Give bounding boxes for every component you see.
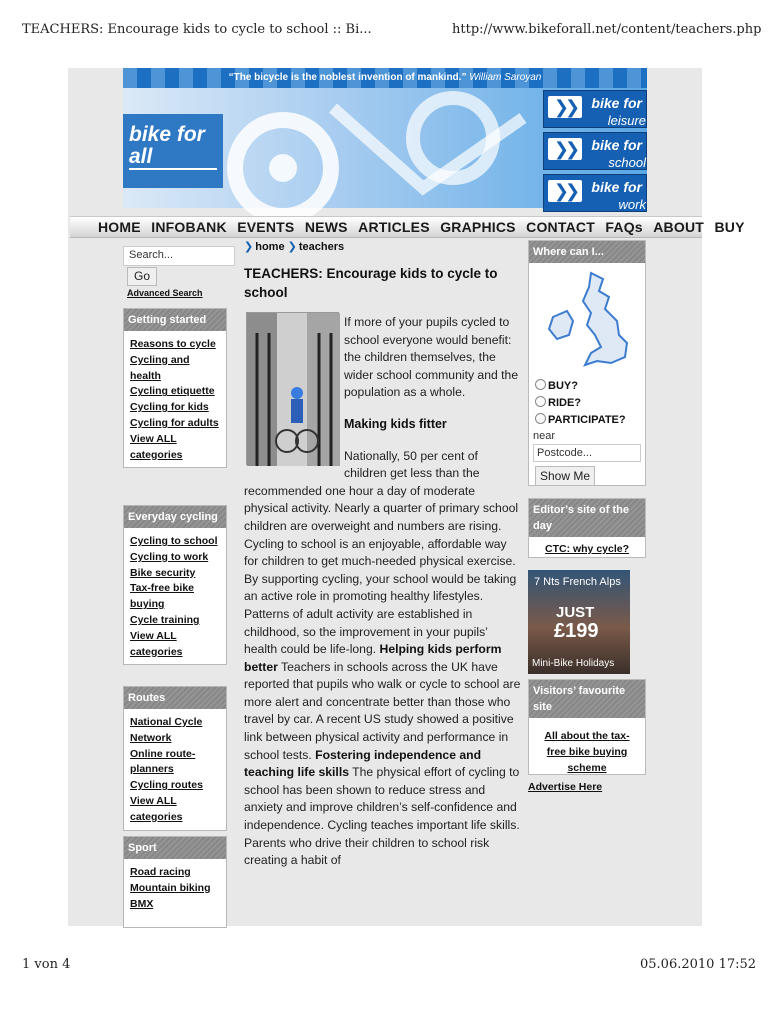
chevrons-icon: ❯❯ xyxy=(548,180,582,202)
sidebar-link[interactable]: Reasons to cycle xyxy=(130,338,216,350)
getting-started-box xyxy=(123,308,227,468)
box-title: Editor’s site of the day xyxy=(529,499,645,537)
site-logo[interactable]: bike for all xyxy=(123,114,223,188)
print-footer-datetime: 05.06.2010 17:52 xyxy=(640,957,757,972)
sidebar-link[interactable]: Cycling and health xyxy=(130,353,190,382)
go-button[interactable]: Go xyxy=(127,267,157,286)
site-banner xyxy=(123,68,647,212)
show-me-button[interactable]: Show Me xyxy=(535,466,595,486)
box-title: Visitors’ favourite site xyxy=(529,680,645,718)
print-header-title: TEACHERS: Encourage kids to cycle to school :: Bi... xyxy=(22,22,372,37)
nav-contact[interactable]: CONTACT xyxy=(526,219,595,235)
nav-buy[interactable]: BUY xyxy=(714,219,745,235)
where-can-i-box xyxy=(528,240,646,486)
breadcrumb-arrow-icon: ❯ xyxy=(287,241,297,253)
nav-about[interactable]: ABOUT xyxy=(653,219,705,235)
sport-box xyxy=(123,836,227,928)
sidebar-link[interactable]: National Cycle Network xyxy=(130,716,203,744)
search-input[interactable]: Search... xyxy=(123,246,235,266)
page-title: TEACHERS: Encourage kids to cycle to school xyxy=(244,266,498,300)
bike-for-leisure-button[interactable]: ❯❯ bike for leisure xyxy=(543,90,647,128)
sidebar-link[interactable]: View ALL categories xyxy=(130,629,183,658)
tagline-author: William Saroyan xyxy=(469,72,542,83)
sidebar-link[interactable]: Road racing xyxy=(130,866,191,878)
box-title: Sport xyxy=(124,837,226,859)
advertise-here-link[interactable]: Advertise Here xyxy=(528,781,603,793)
breadcrumb-arrow-icon: ❯ xyxy=(244,241,254,253)
sidebar-link[interactable]: View ALL categories xyxy=(130,794,183,823)
tagline-bar xyxy=(123,68,647,88)
sidebar-link[interactable]: Cycling for adults xyxy=(130,416,219,429)
bike-for-work-button[interactable]: ❯❯ bike for work xyxy=(543,174,647,212)
everyday-cycling-box xyxy=(123,505,227,665)
radio-icon[interactable] xyxy=(535,396,546,407)
radio-icon[interactable] xyxy=(535,379,546,390)
sidebar-link[interactable]: Tax-free bike buying xyxy=(130,582,194,611)
nav-infobank[interactable]: INFOBANK xyxy=(151,219,227,235)
routes-box xyxy=(123,686,227,831)
advanced-search-link[interactable]: Advanced Search xyxy=(127,288,203,298)
option-buy[interactable]: BUY? xyxy=(535,379,645,394)
article-intro: If more of your pupils cycled to school everyone would benefit: the children themselves, the wider school community and the population as a whole. xyxy=(344,315,519,400)
nav-events[interactable]: EVENTS xyxy=(237,219,295,235)
editors-site-box xyxy=(528,498,646,558)
sidebar-link[interactable]: BMX xyxy=(130,897,154,910)
print-header-url: http://www.bikeforall.net/content/teachers.php xyxy=(452,22,762,37)
chevrons-icon: ❯❯ xyxy=(548,138,582,160)
option-participate[interactable]: PARTICIPATE? xyxy=(535,413,645,428)
sidebar-link[interactable]: Online route-planners xyxy=(130,747,196,776)
nav-faqs[interactable]: FAQs xyxy=(605,219,643,235)
article-paragraph: Nationally, 50 per cent of children get less than the recommended one hour a day of moderate physical activity. Nearly a quarter of primary school children are overweight and numbers are rising. Cycling to school is an enjoyable, affordable way for children to get much-needed physical exercise. By supporting cycling, your school would be taking an active role in promoting healthy lifestyles. Patterns of adult activity are established in childhood, so the improvement in your pupils’ health could be life-long. Helping kids perform better Teachers in schools across the UK have reported that pupils who walk or cycle to school are more alert and concentrate better than those who travel by car. A recent US study showed a positive link between physical activity and performance in school tests. Fostering independence and teaching life skills The physical effort of cycling to school has been shown to reduce stress and anxiety and improve children’s self-confidence and independence. Cycling teaches important life skills. Parents who drive their children to school risk creating a habit of xyxy=(244,448,521,868)
sidebar-link[interactable]: View ALL categories xyxy=(130,432,183,461)
bike-for-school-button[interactable]: ❯❯ bike for school xyxy=(543,132,647,170)
article-subheading: Making kids fitter xyxy=(344,416,447,431)
main-nav xyxy=(70,216,745,238)
sidebar-link[interactable]: Cycling to work xyxy=(130,550,209,563)
nav-home[interactable]: HOME xyxy=(98,219,141,235)
breadcrumb xyxy=(244,240,344,253)
sidebar-link[interactable]: Cycle training xyxy=(130,613,200,626)
nav-news[interactable]: NEWS xyxy=(304,219,348,235)
near-label: near xyxy=(533,430,556,442)
chevrons-icon: ❯❯ xyxy=(548,96,582,118)
article-body xyxy=(244,314,522,870)
breadcrumb-current: teachers xyxy=(298,241,345,253)
nav-articles[interactable]: ARTICLES xyxy=(358,219,430,235)
uk-map-image[interactable] xyxy=(531,265,643,377)
visitors-favourite-box xyxy=(528,679,646,775)
breadcrumb-home[interactable]: home xyxy=(255,241,285,253)
option-ride[interactable]: RIDE? xyxy=(535,396,645,411)
sidebar-link[interactable]: Cycling for kids xyxy=(130,401,209,414)
box-title: Routes xyxy=(124,687,226,709)
sidebar-link[interactable]: Bike security xyxy=(130,566,196,579)
radio-icon[interactable] xyxy=(535,413,546,424)
editors-site-link[interactable]: CTC: why cycle? xyxy=(544,543,630,555)
web-page xyxy=(68,68,745,926)
sidebar-link[interactable]: Cycling etiquette xyxy=(130,385,215,398)
postcode-input[interactable]: Postcode... xyxy=(533,444,641,462)
bike-lane-graphic xyxy=(223,88,543,208)
tagline-quote: “The bicycle is the noblest invention of mankind.” xyxy=(228,72,467,83)
print-footer-page: 1 von 4 xyxy=(22,957,71,972)
sidebar-link[interactable]: Mountain biking xyxy=(130,881,211,894)
box-title: Everyday cycling xyxy=(124,506,226,528)
sidebar-link[interactable]: Cycling routes xyxy=(130,779,203,792)
visitors-site-link[interactable]: All about the tax-free bike buying scheme xyxy=(544,730,630,774)
holiday-ad-banner[interactable]: 7 Nts French Alps JUST £199 Mini-Bike Holidays xyxy=(528,570,630,674)
box-title: Where can I... xyxy=(529,241,645,263)
box-title: Getting started xyxy=(124,309,226,331)
sidebar-link[interactable]: Cycling to school xyxy=(130,535,218,547)
nav-graphics[interactable]: GRAPHICS xyxy=(440,219,516,235)
